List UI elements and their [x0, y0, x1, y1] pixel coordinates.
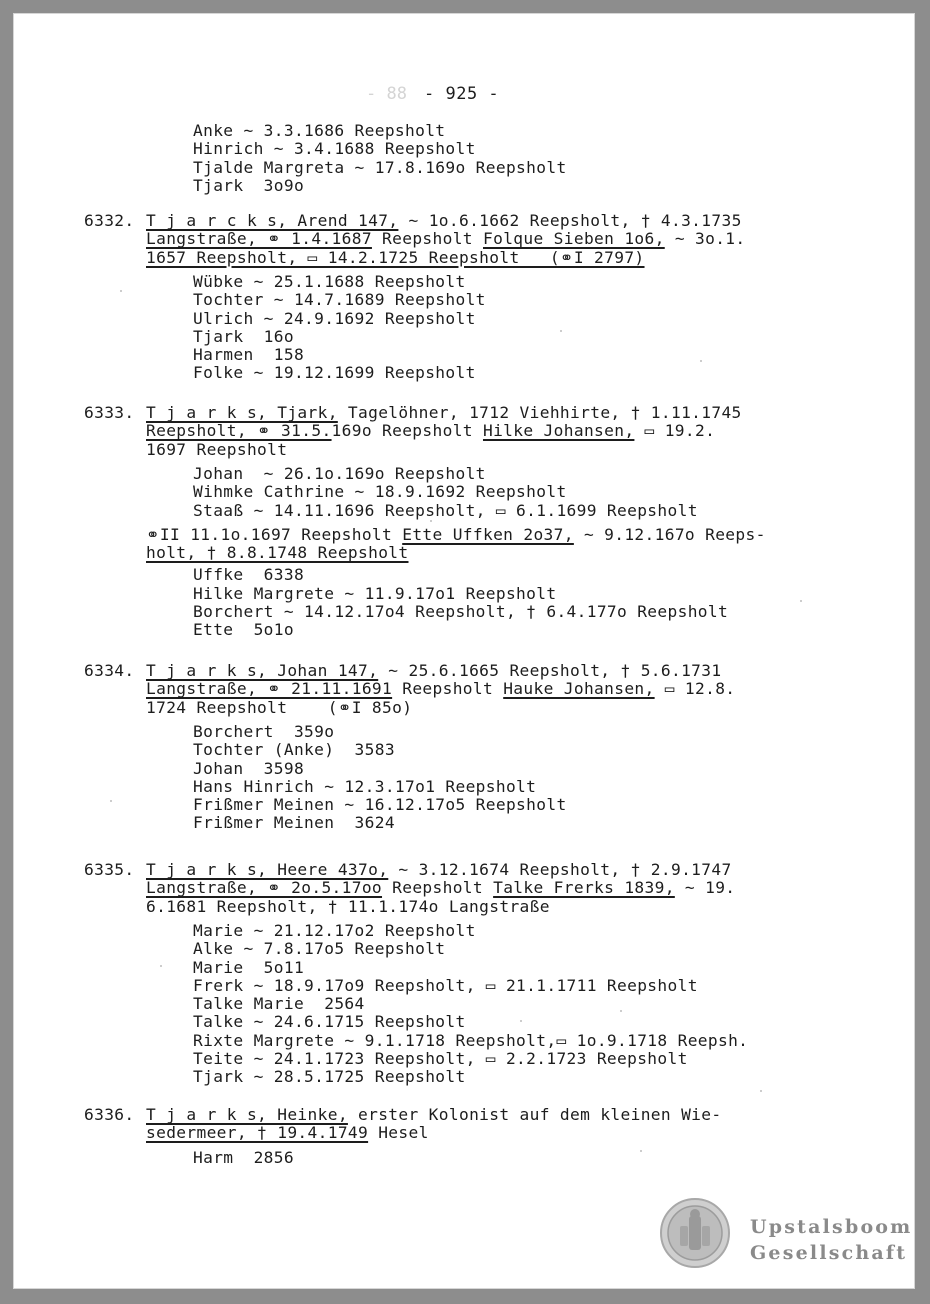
- child-line: Wübke ~ 25.1.1688 Reepsholt: [193, 271, 466, 291]
- text-segment: Reepsholt, ⚭ 31.5.: [146, 421, 332, 441]
- child-line: Alke ~ 7.8.17o5 Reepsholt: [193, 939, 446, 959]
- scan-speck: [700, 360, 702, 362]
- scan-speck: [430, 520, 432, 522]
- text-segment: erster Kolonist auf dem kleinen Wie-: [347, 1105, 722, 1124]
- text-segment: Talke Frerks 1839,: [493, 878, 675, 898]
- child-line: Teite ~ 24.1.1723 Reepsholt, ▭ 2.2.1723 Reepsholt: [193, 1049, 688, 1068]
- child-line: Ette 5o1o: [193, 620, 294, 640]
- text-segment: Reepsholt: [382, 878, 494, 898]
- child-line: Tjalde Margreta ~ 17.8.169o Reepsholt: [193, 157, 567, 177]
- society-name-line1: Upstalsboom: [750, 1216, 913, 1238]
- text-segment: ▭ 19.2.: [634, 421, 716, 441]
- text-segment: Ette Uffken 2o37,: [402, 524, 574, 544]
- entry-number: 6332.: [84, 211, 135, 230]
- child-line: Marie ~ 21.12.17o2 Reepsholt: [193, 920, 476, 940]
- entry-head-line: [146, 680, 735, 698]
- child-line: Hinrich ~ 3.4.1688 Reepsholt: [193, 139, 476, 159]
- child-line: Anke ~ 3.3.1686 Reepsholt: [193, 121, 446, 140]
- child-line: Rixte Margrete ~ 9.1.1718 Reepsholt,▭ 1o.9.1718 Reepsh.: [193, 1030, 749, 1050]
- child-line: Staaß ~ 14.11.1696 Reepsholt, ▭ 6.1.1699 Reepsholt: [193, 500, 698, 520]
- scan-speck: [160, 965, 162, 967]
- text-segment: Langstraße, ⚭ 2o.5.17oo: [146, 878, 383, 898]
- scan-speck: [800, 600, 802, 602]
- entry-number: 6336.: [84, 1105, 135, 1124]
- child-line: Tochter (Anke) 3583: [193, 740, 395, 760]
- entry-head-line: [146, 1124, 429, 1142]
- text-segment: Folque Sieben 1o6,: [483, 229, 665, 249]
- text-segment: ▭ 12.8.: [654, 679, 736, 699]
- text-segment: Hilke Johansen,: [482, 421, 635, 441]
- page-number: - 925 -: [424, 84, 500, 104]
- society-name-line2: Gesellschaft: [750, 1242, 908, 1264]
- child-line: Hans Hinrich ~ 12.3.17o1 Reepsholt: [193, 776, 537, 796]
- scan-speck: [640, 1150, 642, 1152]
- text-segment: ~ 3.12.1674 Reepsholt, † 2.9.1747: [388, 860, 732, 879]
- text-segment: T j a r k s, Johan 147,: [146, 661, 379, 680]
- child-line: Frißmer Meinen ~ 16.12.17o5 Reepsholt: [193, 795, 567, 815]
- text-segment: 6.1681 Reepsholt, † 11.1.174o Langstraße: [146, 896, 550, 916]
- child-line: Wihmke Cathrine ~ 18.9.1692 Reepsholt: [193, 482, 567, 502]
- entry-head-line: [146, 404, 742, 422]
- text-segment: Hauke Johansen,: [503, 679, 655, 699]
- text-segment: T j a r c k s, Arend 147,: [146, 211, 399, 230]
- child-line: Tjark 16o: [193, 326, 294, 346]
- scan-speck: [620, 1010, 622, 1012]
- child-line: Johan ~ 26.1o.169o Reepsholt: [193, 463, 486, 483]
- child-line: Frißmer Meinen 3624: [193, 813, 395, 833]
- entry-head-line: [146, 861, 732, 879]
- text-segment: holt, † 8.8.1748 Reepsholt: [146, 543, 409, 563]
- text-segment: T j a r k s, Tjark,: [146, 403, 338, 422]
- text-segment: 1697 Reepsholt: [146, 439, 288, 459]
- child-line: Talke Marie 2564: [193, 994, 365, 1014]
- entry-head-line: [146, 212, 742, 230]
- entry-number: 6333.: [84, 403, 135, 422]
- child-line: Folke ~ 19.12.1699 Reepsholt: [193, 363, 476, 383]
- child-line: Tjark 3o9o: [193, 175, 305, 195]
- child-line: Tjark ~ 28.5.1725 Reepsholt: [193, 1067, 466, 1087]
- entry-head-line: [146, 1106, 721, 1124]
- text-segment: Hesel: [368, 1123, 429, 1143]
- entry-head-line: [146, 662, 721, 680]
- scan-speck: [520, 1020, 522, 1022]
- text-segment: ~ 19.: [674, 878, 736, 898]
- entry-head-line: [146, 422, 715, 440]
- text-segment: T j a r k s, Heinke,: [146, 1105, 348, 1124]
- text-segment: ~ 25.6.1665 Reepsholt, † 5.6.1731: [378, 661, 722, 680]
- text-segment: 1724 Reepsholt (⚭I 85o): [146, 697, 413, 717]
- scan-speck: [560, 330, 562, 332]
- child-line: Uffke 6338: [193, 565, 305, 585]
- text-segment: 169o Reepsholt: [331, 421, 483, 441]
- child-line: Talke ~ 24.6.1715 Reepsholt: [193, 1012, 466, 1032]
- entry-head-line: [146, 441, 287, 459]
- document-page: [13, 13, 915, 1289]
- text-segment: Reepsholt: [371, 229, 483, 249]
- text-segment: ~ 1o.6.1662 Reepsholt, † 4.3.1735: [398, 211, 742, 230]
- entry-number: 6334.: [84, 661, 135, 680]
- child-line: Harm 2856: [193, 1147, 294, 1167]
- child-line: Hilke Margrete ~ 11.9.17o1 Reepsholt: [193, 583, 557, 603]
- scan-speck: [760, 1090, 762, 1092]
- entry-head-line: [146, 879, 735, 897]
- entry-number: 6335.: [84, 860, 135, 879]
- entry-head-line: [146, 249, 645, 267]
- text-segment: ~ 9.12.167o Reeps-: [573, 524, 766, 544]
- child-line: Frerk ~ 18.9.17o9 Reepsholt, ▭ 21.1.1711 Reepsholt: [193, 975, 698, 995]
- child-line: Harmen 158: [193, 345, 305, 365]
- text-segment: Langstraße, ⚭ 21.11.1691: [146, 679, 393, 699]
- faded-page-mark: - 88: [366, 84, 407, 104]
- text-segment: ⚭II 11.1o.1697 Reepsholt: [146, 524, 403, 544]
- child-line: Borchert 359o: [193, 721, 335, 741]
- second-marriage-line: [146, 526, 766, 544]
- text-segment: sedermeer, † 19.4.1749: [146, 1123, 369, 1143]
- child-line: Borchert ~ 14.12.17o4 Reepsholt, † 6.4.177o Reepsholt: [193, 602, 729, 621]
- child-line: Tochter ~ 14.7.1689 Reepsholt: [193, 290, 486, 310]
- entry-head-line: [146, 699, 412, 717]
- child-line: Johan 3598: [193, 758, 305, 778]
- text-segment: Reepsholt: [392, 679, 504, 699]
- text-segment: Langstraße, ⚭ 1.4.1687: [146, 229, 372, 249]
- text-segment: ~ 3o.1.: [664, 229, 746, 249]
- second-marriage-line: [146, 544, 409, 562]
- text-segment: Tagelöhner, 1712 Viehhirte, † 1.11.1745: [337, 403, 742, 422]
- text-segment: 1657 Reepsholt, ▭ 14.2.1725 Reepsholt (⚭I 2797): [146, 247, 645, 267]
- child-line: Marie 5o11: [193, 957, 305, 977]
- entry-head-line: [146, 898, 550, 916]
- child-line: Ulrich ~ 24.9.1692 Reepsholt: [193, 308, 476, 328]
- scan-speck: [120, 290, 122, 292]
- scan-speck: [110, 800, 112, 802]
- entry-head-line: [146, 230, 746, 248]
- text-segment: T j a r k s, Heere 437o,: [146, 860, 389, 879]
- society-seal-icon: [660, 1198, 730, 1268]
